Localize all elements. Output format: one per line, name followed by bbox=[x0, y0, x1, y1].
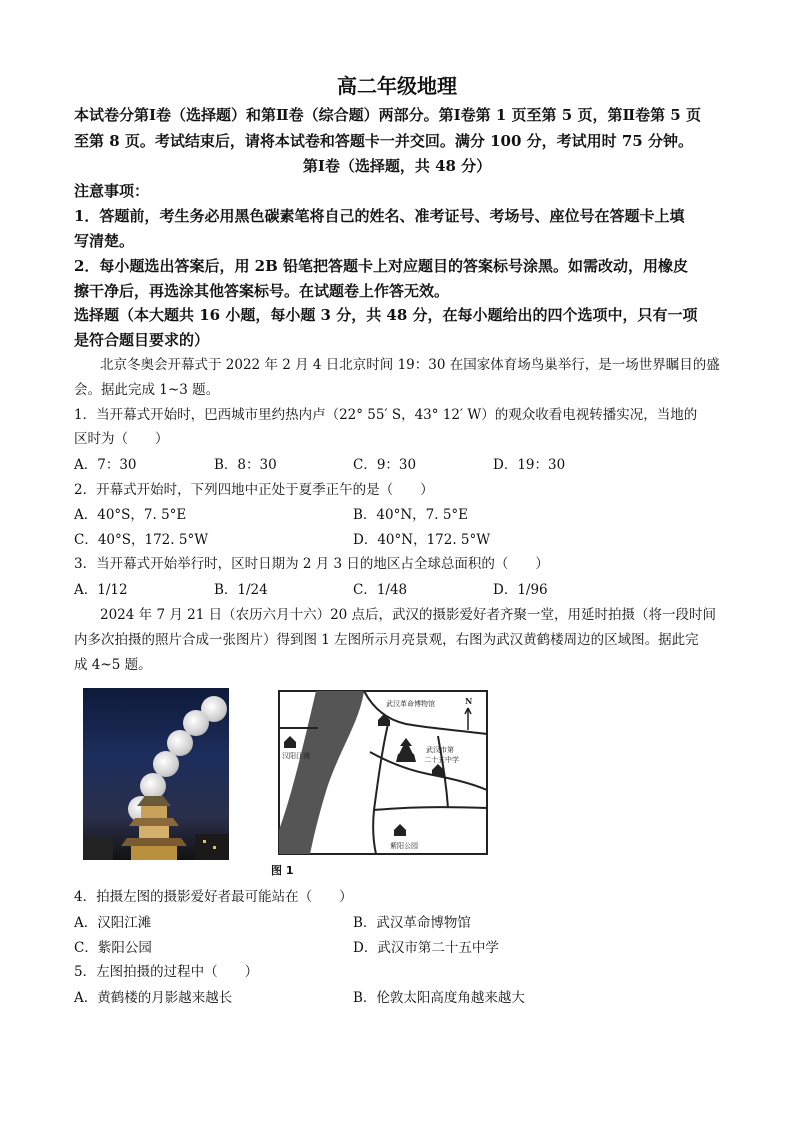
park-label: 紫阳公园 bbox=[390, 842, 418, 850]
intro-line-1: 本试卷分第Ⅰ卷（选择题）和第Ⅱ卷（综合题）两部分。第Ⅰ卷第 1 页至第 5 页，第Ⅱ卷第 5 页 bbox=[74, 106, 701, 124]
q5-option-b: B．伦敦太阳高度角越来越大 bbox=[353, 990, 525, 1006]
q4-option-d: D．武汉市第二十五中学 bbox=[353, 940, 499, 956]
museum-label: 武汉革命博物馆 bbox=[386, 700, 435, 708]
q1-option-a: A．7：30 bbox=[74, 457, 137, 473]
passage-2-line-2: 内多次拍摄的照片合成一张图片）得到图 1 左图所示月亮景观，右图为武汉黄鹤楼周边的区域图。据此完 bbox=[74, 632, 699, 648]
passage-1-line-2: 会。据此完成 1~3 题。 bbox=[74, 382, 220, 398]
q1-option-b: B．8：30 bbox=[214, 457, 277, 473]
notes-heading: 注意事项： bbox=[74, 182, 150, 200]
hanyang-label: 汉阳江滩 bbox=[282, 752, 310, 760]
tower-silhouette bbox=[83, 688, 229, 860]
passage-2-line-3: 成 4~5 题。 bbox=[74, 657, 152, 673]
q3-option-c: C．1/48 bbox=[353, 582, 408, 598]
q3-option-d: D．1/96 bbox=[493, 582, 548, 598]
q1-option-c: C．9：30 bbox=[353, 457, 417, 473]
q3-stem: 3．当开幕式开始举行时，区时日期为 2 月 3 日的地区占全球总面积的（ ） bbox=[74, 556, 549, 572]
moon-timelapse-photo bbox=[83, 688, 229, 860]
school-label-line-1: 武汉市第 bbox=[426, 746, 454, 754]
q2-option-b: B．40°N，7. 5°E bbox=[353, 507, 469, 523]
q2-option-c: C．40°S，172. 5°W bbox=[74, 532, 209, 548]
page-title: 高二年级地理 bbox=[337, 74, 457, 98]
note-2-line-1: 2．每小题选出答案后，用 2B 铅笔把答题卡上对应题目的答案标号涂黑。如需改动，用橡皮 bbox=[74, 257, 689, 275]
note-1-line-1: 1．答题前，考生务必用黑色碳素笔将自己的姓名、准考证号、考场号、座位号在答题卡上填 bbox=[74, 207, 685, 225]
q4-option-c: C．紫阳公园 bbox=[74, 940, 152, 956]
figure-label: 图 1 bbox=[271, 864, 294, 877]
north-label: N bbox=[465, 696, 473, 706]
q4-option-a: A．汉阳江滩 bbox=[74, 915, 152, 931]
intro-line-2: 至第 8 页。考试结束后，请将本试卷和答题卡一并交回。满分 100 分，考试用时 75 分钟。 bbox=[74, 132, 693, 150]
q1-option-d: D．19：30 bbox=[493, 457, 566, 473]
q3-option-a: A．1/12 bbox=[74, 582, 128, 598]
q4-stem: 4．拍摄左图的摄影爱好者最可能站在（ ） bbox=[74, 889, 353, 905]
section-title: 第Ⅰ卷（选择题，共 48 分） bbox=[302, 157, 492, 175]
yellow-crane-tower-area-map bbox=[278, 690, 488, 855]
q3-option-b: B．1/24 bbox=[214, 582, 268, 598]
note-2-line-2: 擦干净后，再选涂其他答案标号。在试题卷上作答无效。 bbox=[74, 282, 450, 300]
choice-intro-line-2: 是符合题目要求的） bbox=[74, 331, 210, 349]
q5-stem: 5．左图拍摄的过程中（ ） bbox=[74, 964, 259, 980]
passage-2-line-1: 2024 年 7 月 21 日（农历六月十六）20 点后，武汉的摄影爱好者齐聚一堂，用延时拍摄（将一段时间 bbox=[100, 607, 717, 623]
q2-option-d: D．40°N，172. 5°W bbox=[353, 532, 491, 548]
q2-stem: 2．开幕式开始时，下列四地中正处于夏季正午的是（ ） bbox=[74, 482, 434, 498]
q4-option-b: B．武汉革命博物馆 bbox=[353, 915, 471, 931]
note-1-line-2: 写清楚。 bbox=[74, 232, 135, 250]
passage-1-line-1: 北京冬奥会开幕式于 2022 年 2 月 4 日北京时间 19：30 在国家体育场鸟巢举行，是一场世界瞩目的盛 bbox=[100, 357, 720, 373]
choice-intro-line-1: 选择题（本大题共 16 小题，每小题 3 分，共 48 分，在每小题给出的四个选项中，只有一项 bbox=[74, 306, 698, 324]
q1-stem-line-2: 区时为（ ） bbox=[74, 431, 169, 447]
q1-stem-line-1: 1．当开幕式开始时，巴西城市里约热内卢（22° 55′ S，43° 12′ W）的观众收看电视转播实况，当地的 bbox=[74, 407, 698, 423]
school-label-line-2: 二十五中学 bbox=[424, 756, 459, 764]
q5-option-a: A．黄鹤楼的月影越来越长 bbox=[74, 990, 233, 1006]
q2-option-a: A．40°S，7. 5°E bbox=[74, 507, 187, 523]
